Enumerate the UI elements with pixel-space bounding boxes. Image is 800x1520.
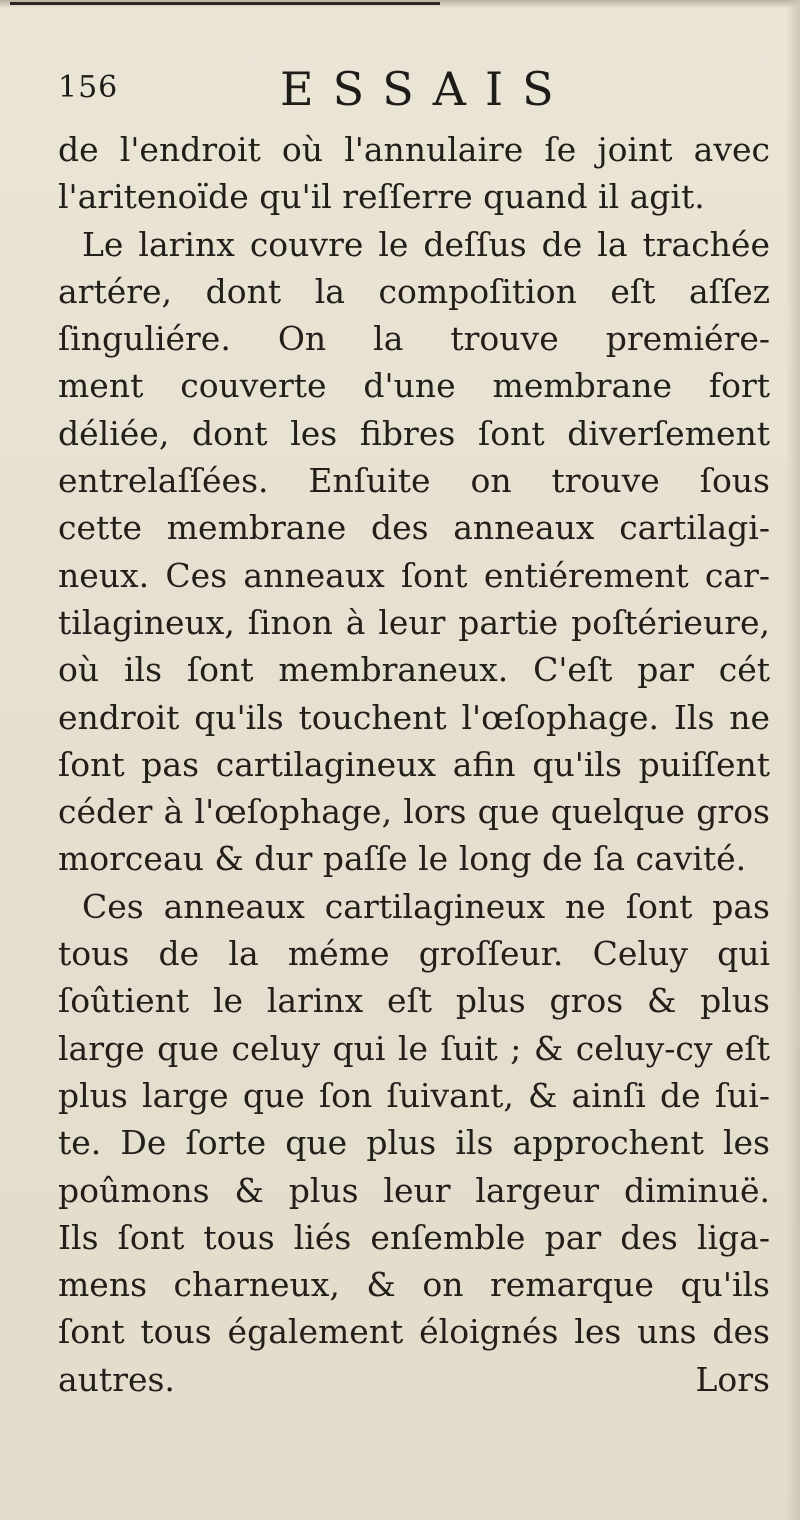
running-head: ESSAIS	[280, 62, 573, 116]
catchword: Lors	[695, 1359, 770, 1399]
text-line: tilagineux, ſinon à leur partie poſtérieure,	[58, 602, 770, 642]
body-text	[58, 126, 770, 1403]
text-line: mens charneux, & on remarque qu'ils	[58, 1265, 770, 1305]
text-line: artére, dont la compoſition eſt aſſez	[58, 271, 770, 311]
text-line: céder à l'œſophage, lors que quelque gros	[58, 792, 770, 832]
page-header	[58, 62, 758, 122]
text-line: poûmons & plus leur largeur diminuë.	[58, 1170, 770, 1210]
text-line: entrelaſſées. Enſuite on trouve ſous	[58, 461, 770, 501]
text-line: endroit qu'ils touchent l'œſophage. Ils ne	[58, 697, 770, 737]
text-line: morceau & dur paſſe le long de ſa cavité.	[58, 839, 747, 879]
text-line: Ces anneaux cartilagineux ne ſont pas	[82, 886, 770, 926]
text-line: cette membrane des anneaux cartilagi-	[58, 508, 770, 548]
text-line: où ils ſont membraneux. C'eſt par cét	[58, 650, 770, 690]
text-line: de l'endroit où l'annulaire ſe joint avec	[58, 130, 770, 169]
text-line: ſont pas cartilagineux afin qu'ils puiſſent	[58, 744, 770, 784]
text-line: déliée, dont les fibres ſont diverſement	[58, 413, 770, 453]
page-right-shadow	[786, 0, 800, 1520]
text-line: l'aritenoïde qu'il reſſerre quand il agit.	[58, 177, 705, 217]
text-line: ment couverte d'une membrane fort	[58, 366, 770, 406]
final-line-row	[58, 1356, 770, 1403]
text-line: neux. Ces anneaux ſont entiérement car-	[58, 555, 770, 595]
text-line: te. De ſorte que plus ils approchent les	[58, 1123, 770, 1163]
text-line: large que celuy qui le ſuit ; & celuy-cy eſt	[58, 1028, 770, 1068]
text-line: ſinguliére. On la trouve premiére-	[58, 319, 770, 359]
page-top-rule	[10, 2, 440, 5]
final-line: autres.	[58, 1359, 175, 1399]
text-line: Le larinx couvre le deſſus de la trachée	[82, 224, 770, 264]
text-line: Ils ſont tous liés enſemble par des liga-	[58, 1217, 770, 1257]
text-line: ſoûtient le larinx eſt plus gros & plus	[58, 981, 770, 1021]
page-number: 156	[58, 70, 119, 105]
text-line: plus large que ſon ſuivant, & ainſi de ſui-	[58, 1075, 770, 1115]
text-line: ſont tous également éloignés les uns des	[58, 1312, 770, 1352]
text-line: tous de la méme groſſeur. Celuy qui	[58, 934, 770, 974]
